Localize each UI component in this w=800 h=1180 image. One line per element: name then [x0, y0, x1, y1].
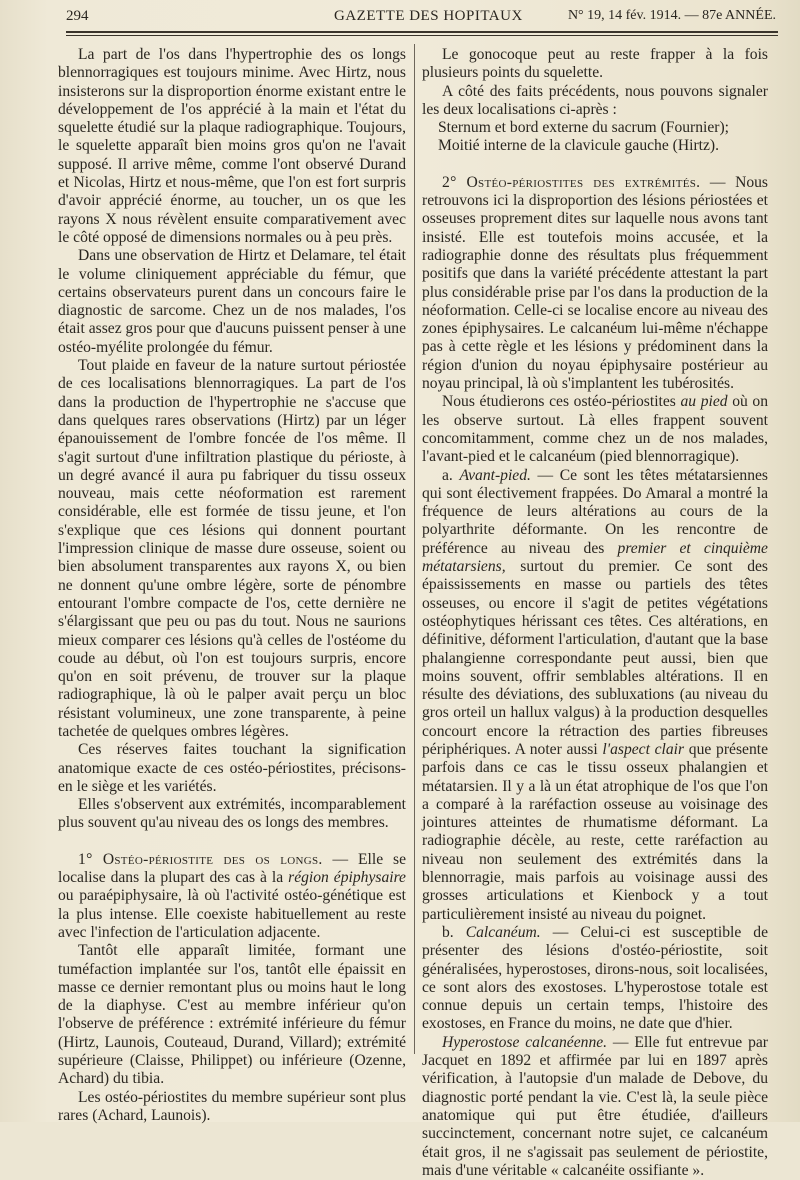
subsection-b [422, 924, 768, 1034]
text-run: ou paraépiphysaire, là où l'activité ostéo-génétique est la plus intense. Elle coexiste habituellement au reste avec l'infection de l'articulation adjacente. [58, 887, 406, 941]
paragraph: Ces réserves faites touchant la signification anatomique exacte de ces ostéo-périostites, précisons-en le siège et les variétés. [58, 741, 406, 795]
paragraph: Tout plaide en faveur de la nature surtout périostée de ces localisations blennorragiques. La part de l'os dans la production de l'hypertrophie ne s'accuse que dans quelques rares observations (Hirtz) par un léger épanouissement de l'ombre foncée de l'os même. Il s'agit surtout d'une infiltration plastique du périoste, à un degré avancé il aura pu fabriquer du tissu osseux nouveau, mais cette néoformation est rarement considérable, elle est formée de tissu jeune, et l'on s'explique que ces lésions qui donnent pourtant l'impression clinique de masse dure osseuse, soient ou bien absolument transparentes aux rayons X, ou bien ne donnent qu'une ombre légère, sorte de pénombre entourant l'ombre compacte de l'os, cette dernière ne s'élargissant que peu ou pas du tout. Nous ne saurions mieux comparer ces lésions qu'à celles de l'ostéome du coude au début, où l'on est toujours surpris, encore qu'on en soit prévenu, de trouver sur la plaque radiographique, là où le palper avait perçu un bloc résistant volumineux, une zone transparente, à peine tachetée de quelques ombres légères. [58, 357, 406, 740]
paragraph: La part de l'os dans l'hypertrophie des os longs blennorragiques est toujours minime. Avec Hirtz, nous insisterons sur la disproportion énorme existant entre le développement de l'os apprécié à la main et l'état du squelette étudié sur la plaque radiographique. Toujours, le squelette apparaît bien moins gros qu'on ne l'avait supposé. Il arrive même, comme l'ont observé Durand et Nicolas, Hirtz et nous-même, que l'on est fort surpris d'avoir apprécié énorme, au toucher, un os que les rayons X nous révèlent ensuite comparativement avec le côté opposé de dimensions normales ou à peu près. [58, 46, 406, 246]
issue-info: N° 19, 14 fév. 1914. — 87e ANNÉE. [567, 8, 776, 23]
subsection-title: Calcanéum. [465, 923, 541, 941]
page-header [66, 8, 776, 32]
italic-term: l'aspect clair [602, 740, 685, 758]
text-run: que présente parfois dans ce cas le tissu osseux phalangien et métatarsien. Il y a là un état atrophique de l'os que l'on a comparé à la raréfaction osseuse au voisinage des jointures atteintes de rhumatisme déformant. La radiographie décèle, au reste, cette raréfaction au niveau non seulement des extrémités dans la blennorragie, mais parfois au voisinage aussi des grosses articulations et Kienbock y a tout particulièrement insisté au niveau du poignet. [422, 740, 768, 923]
header-rule [66, 31, 778, 33]
paragraph: A côté des faits précédents, nous pouvons signaler les deux localisations ci-après : [422, 82, 768, 118]
text-run: — Ce sont les têtes métatarsiennes qui sont électivement frappées. Do Amaral a montré la fréquence de leurs altérations au cours de la polyarthrite déformante. On les rencontre de préférence au niveau des [422, 466, 769, 557]
italic-term: au pied [680, 393, 728, 411]
text-run: Nous étudierons ces ostéo-périostites [442, 393, 681, 411]
text-run: — Celui-ci est susceptible de présenter des lésions d'ostéo-périostite, soit généralisées, hyperostoses, dirons-nous, soit localisées, ce sont alors des exostoses. L'hyperostose totale est connue depuis un certain temps, l'histoire des exostoses, en France du moins, ne date que d'hier. [422, 923, 768, 1033]
paragraph [422, 393, 768, 466]
list-item: Moitié interne de la clavicule gauche (Hirtz). [438, 137, 719, 155]
right-column [422, 46, 768, 1180]
section-gap [422, 156, 768, 174]
section-2-paragraph [422, 174, 768, 394]
localisation-list [422, 119, 768, 156]
list-item: Sternum et bord externe du sacrum (Fournier); [438, 119, 729, 137]
text-run: surtout du premier. Ce sont des épaississements en masse ou partiels des têtes osseuses, ou encore il s'agit de petites végétations ostéophytiques hérissant ces têtes. Ces altérations, en définitive, déforment l'articulation, d'autant que la base phalangienne correspondante peut aussi, bien que moins souvent, offrir semblables altérations. Il en résulte des déviations, des subluxations (au niveau du gros orteil un hallux valgus) à la production desquelles concourt encore la rétraction des parties fibreuses périphériques. A noter aussi [422, 558, 768, 758]
header-rule-thin [66, 35, 778, 36]
subsection-hyperostose [422, 1034, 768, 1180]
subsection-a [422, 467, 768, 924]
paragraph: Le gonocoque peut au reste frapper à la fois plusieurs points du squelette. [422, 46, 768, 82]
subsection-label: a. [442, 466, 460, 484]
page-number: 294 [66, 8, 89, 24]
subsection-title: Hyperostose calcanéenne. [442, 1033, 608, 1051]
paragraph: Dans une observation de Hirtz et Delamare, tel était le volume cliniquement appréciable du fémur, que certains observateurs purent dans un concours faire le diagnostic de sarcome. Chez un de nos malades, l'os était assez gros pour que d'aucuns puissent penser à une ostéo-myélite prolongée du fémur. [58, 247, 406, 356]
text-run: où on les observe surtout. Là elles frappent souvent concomitamment, comme chez un de nos malades, l'avant-pied et le calcanéum (pied blennorragique). [422, 393, 769, 466]
text-run: — Elle fut entrevue par Jacquet en 1892 et affirmée par lui en 1897 après vérification, à l'autopsie d'un malade de Debove, du diagnostic porté pendant la vie. C'est là, la seule pièce anatomique qui put être étudiée, d'ailleurs succinctement, concernant notre sujet, ce calcanéum était gros, il ne s'agissait pas seulement de périostite, mais d'une véritable « calcanéite ossifiante ». [422, 1033, 768, 1179]
paragraph: Tantôt elle apparaît limitée, formant une tuméfaction implantée sur l'os, tantôt elle épaissit en masse ce dernier remontant plus ou moins haut le long de la diaphyse. C'est au membre inférieur qu'on l'observe de préférence : extrémité inférieure du fémur (Hirtz, Launois, Couteaud, Durand, Villard); extrémité supérieure (Claisse, Philippet) ou inférieure (Ozenne, Achard) du tibia. [58, 942, 406, 1088]
section-heading: 1° Ostéo-périostite des os longs. [78, 850, 323, 868]
subsection-label: b. [442, 923, 466, 941]
italic-term: premier et cinquième métatarsiens, [422, 539, 768, 576]
text-run: — Nous retrouvons ici la disproportion des lésions périostées et osseuses proprement dites sur laquelle nous avons tant insisté. Elle est toutefois moins accusée, et la radiographie donne des résultats plus fréquemment positifs que dans la variété précédente attestant la part plus considérable prise par l'os dans la production de la néoformation. Celle-ci se localise encore au niveau des zones épiphysaires. Le calcanéum lui-même n'échappe pas à cette règle et les lésions y prédominent dans la région d'union du noyau épiphysaire postérieur au noyau principal, là où s'implantent les tubérosités. [422, 173, 768, 393]
column-divider [414, 44, 415, 1054]
section-1-paragraph [58, 851, 406, 942]
left-column [58, 46, 406, 1125]
subsection-title: Avant-pied. [459, 466, 531, 484]
journal-title: GAZETTE DES HOPITAUX [334, 8, 523, 24]
text-run: — Elle se localise dans la plupart des cas à la [58, 850, 406, 887]
italic-term: région épiphysaire [288, 869, 406, 887]
section-heading: 2° Ostéo-périostites des extrémités. [442, 173, 701, 191]
paragraph: Les ostéo-périostites du membre supérieur sont plus rares (Achard, Launois). [58, 1088, 406, 1124]
section-gap [58, 833, 406, 851]
paragraph: Elles s'observent aux extrémités, incomparablement plus souvent qu'au niveau des os longs des membres. [58, 796, 406, 832]
